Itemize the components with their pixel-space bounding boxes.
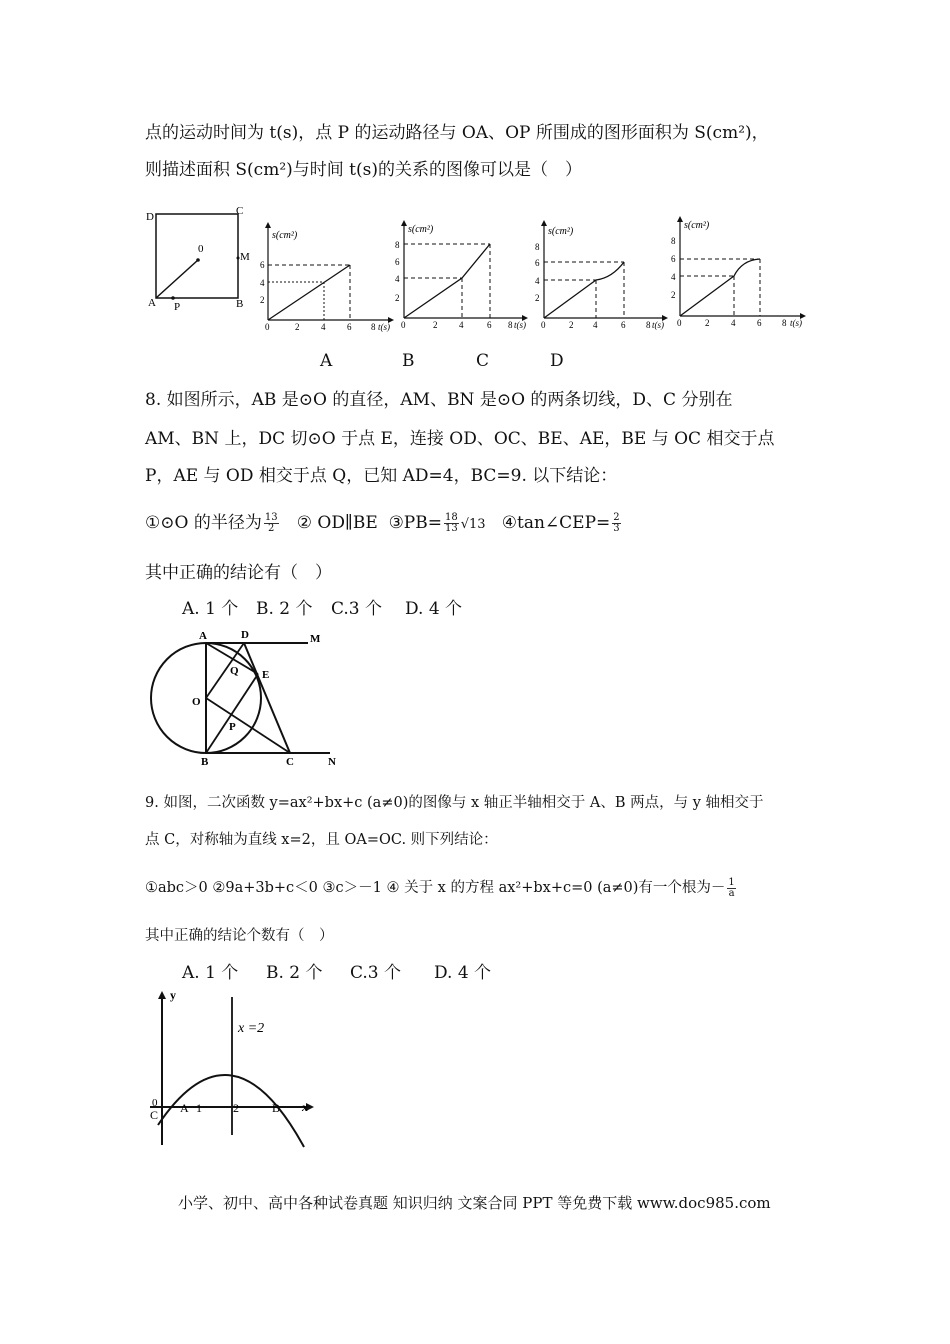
svg-text:8: 8 (671, 236, 676, 246)
q7-option-c[interactable]: C (476, 351, 490, 371)
svg-text:6: 6 (347, 322, 352, 332)
q9-choice-b[interactable]: B. 2 个 (266, 963, 323, 983)
svg-text:4: 4 (395, 274, 400, 284)
q9-text-line1: 9. 如图，二次函数 y=ax²+bx+c (a≠0)的图像与 x 轴正半轴相交于 A、B 两点，与 y 轴相交于 (145, 795, 764, 811)
svg-text:t(s): t(s) (652, 320, 664, 330)
q7-graph-b (392, 218, 532, 332)
label-d: D (146, 211, 154, 223)
svg-text:2: 2 (535, 293, 540, 303)
q8-conclusions (145, 508, 623, 534)
svg-text:2: 2 (705, 318, 710, 328)
svg-text:C: C (286, 756, 294, 768)
q9-frac: $\frac{1}{a}$ (728, 876, 735, 899)
q8-choice-a[interactable]: A. 1 个 (182, 599, 239, 619)
label-c: C (236, 205, 244, 217)
svg-text:6: 6 (487, 320, 492, 330)
svg-text:6: 6 (671, 254, 676, 264)
svg-text:t(s): t(s) (378, 322, 390, 332)
svg-text:B: B (272, 1101, 281, 1115)
segment-oc (206, 698, 290, 753)
q9-prompt: 其中正确的结论个数有（ ） (145, 928, 334, 944)
svg-text:4: 4 (321, 322, 326, 332)
svg-text:8: 8 (371, 322, 376, 332)
q7-text-line1: 点的运动时间为 t(s)，点 P 的运动路径与 OA、OP 所围成的图形面积为 S(cm²)， (145, 123, 769, 143)
q9-parabola-figure (140, 985, 330, 1150)
q8-c2: ② OD∥BE (296, 513, 378, 533)
svg-text:A: A (180, 1101, 189, 1115)
svg-text:4: 4 (671, 272, 676, 282)
q9-conclusions-text: ①abc＞0 ②9a+3b+c＜0 ③c＞－1 ④ 关于 x 的方程 ax²+bx+c=0 (a≠0)有一个根为－ (145, 880, 726, 896)
q8-circle-figure (140, 622, 360, 774)
q7-text-line2: 则描述面积 S(cm²)与时间 t(s)的关系的图像可以是（ ） (145, 160, 582, 180)
svg-text:s(cm²): s(cm²) (548, 226, 574, 237)
q9-choice-d[interactable]: D. 4 个 (434, 963, 492, 983)
q8-c4: ④tan∠CEP= (501, 513, 611, 533)
svg-text:0: 0 (541, 320, 546, 330)
svg-text:O: O (192, 696, 201, 708)
svg-text:8: 8 (646, 320, 651, 330)
q7-graph-d (666, 212, 816, 332)
svg-text:C: C (150, 1108, 159, 1122)
q8-c1: ①⊙O 的半径为 (145, 513, 262, 533)
page-footer: 小学、初中、高中各种试卷真题 知识归纳 文案合同 PPT 等免费下载 www.doc985.com (178, 1194, 771, 1212)
svg-text:E: E (262, 669, 270, 681)
label-a: A (148, 297, 156, 309)
svg-text:s(cm²): s(cm²) (684, 220, 710, 231)
svg-text:8: 8 (782, 318, 787, 328)
q7-graph-a (258, 220, 398, 332)
svg-text:N: N (328, 756, 336, 768)
svg-text:Q: Q (230, 665, 239, 677)
label-p: P (174, 301, 181, 313)
square (156, 214, 238, 298)
q8-c4-frac: $\frac{2}{3}$ (613, 512, 620, 534)
q8-text-line3: P，AE 与 OD 相交于点 Q，已知 AD=4，BC=9. 以下结论： (145, 466, 618, 486)
svg-text:6: 6 (260, 260, 265, 270)
svg-text:y: y (170, 988, 176, 1002)
q7-square-figure (140, 200, 260, 320)
q8-choice-b[interactable]: B. 2 个 (256, 599, 313, 619)
svg-text:4: 4 (535, 276, 540, 286)
svg-text:8: 8 (508, 320, 513, 330)
svg-text:s(cm²): s(cm²) (408, 224, 434, 235)
svg-text:M: M (310, 633, 321, 645)
svg-text:x =2: x =2 (238, 1021, 265, 1036)
svg-text:2: 2 (295, 322, 300, 332)
q8-choice-d[interactable]: D. 4 个 (405, 599, 463, 619)
label-m: M (240, 251, 250, 263)
svg-text:A: A (199, 630, 207, 642)
svg-text:2: 2 (569, 320, 574, 330)
svg-text:4: 4 (260, 278, 265, 288)
svg-text:0: 0 (152, 1097, 158, 1109)
q7-graph-c (532, 218, 672, 332)
svg-text:t(s): t(s) (790, 318, 802, 328)
segment-ao (156, 260, 198, 298)
label-o: 0 (198, 243, 204, 255)
q8-c3-sqrt: √13 (460, 517, 486, 532)
q7-option-b[interactable]: B (402, 351, 415, 371)
svg-text:0: 0 (265, 322, 270, 332)
q8-text-line2: AM、BN 上，DC 切⊙O 于点 E，连接 OD、OC、BE、AE，BE 与 OC 相交于点 (145, 429, 775, 449)
q7-option-d[interactable]: D (550, 351, 564, 371)
point-p (171, 296, 175, 300)
q8-c1-frac: $\frac{13}{2}$ (264, 512, 278, 534)
q9-choice-a[interactable]: A. 1 个 (182, 963, 239, 983)
svg-text:4: 4 (459, 320, 464, 330)
svg-text:4: 4 (593, 320, 598, 330)
q9-text-line2: 点 C，对称轴为直线 x=2，且 OA=OC. 则下列结论： (145, 832, 498, 848)
svg-text:D: D (241, 629, 249, 641)
point-o (196, 258, 200, 262)
q8-c3-frac: $\frac{18}{13}$ (444, 512, 458, 534)
svg-text:2: 2 (395, 293, 400, 303)
q7-option-a[interactable]: A (320, 351, 333, 371)
svg-text:0: 0 (401, 320, 406, 330)
tangent-dc (244, 643, 290, 753)
q8-c3: ③PB= (388, 513, 442, 533)
svg-text:2: 2 (433, 320, 438, 330)
svg-text:8: 8 (535, 242, 540, 252)
svg-text:8: 8 (395, 240, 400, 250)
svg-text:P: P (229, 721, 236, 733)
svg-text:B: B (201, 756, 209, 768)
svg-text:t(s): t(s) (514, 320, 526, 330)
label-b: B (236, 298, 244, 310)
svg-text:6: 6 (757, 318, 762, 328)
svg-text:6: 6 (395, 257, 400, 267)
svg-text:2: 2 (233, 1101, 239, 1115)
svg-text:6: 6 (535, 258, 540, 268)
svg-text:x: x (302, 1100, 308, 1114)
q9-conclusions (145, 876, 738, 899)
svg-text:s(cm²): s(cm²) (272, 230, 298, 241)
svg-text:2: 2 (260, 295, 265, 305)
svg-text:0: 0 (677, 318, 682, 328)
q8-choice-c[interactable]: C.3 个 (331, 599, 383, 619)
svg-text:2: 2 (671, 290, 676, 300)
q8-text-line1: 8. 如图所示，AB 是⊙O 的直径，AM、BN 是⊙O 的两条切线，D、C 分别在 (145, 390, 733, 410)
q9-choice-c[interactable]: C.3 个 (350, 963, 402, 983)
q8-prompt: 其中正确的结论有（ ） (145, 563, 332, 583)
svg-text:4: 4 (731, 318, 736, 328)
svg-text:1: 1 (196, 1101, 202, 1115)
svg-text:6: 6 (621, 320, 626, 330)
